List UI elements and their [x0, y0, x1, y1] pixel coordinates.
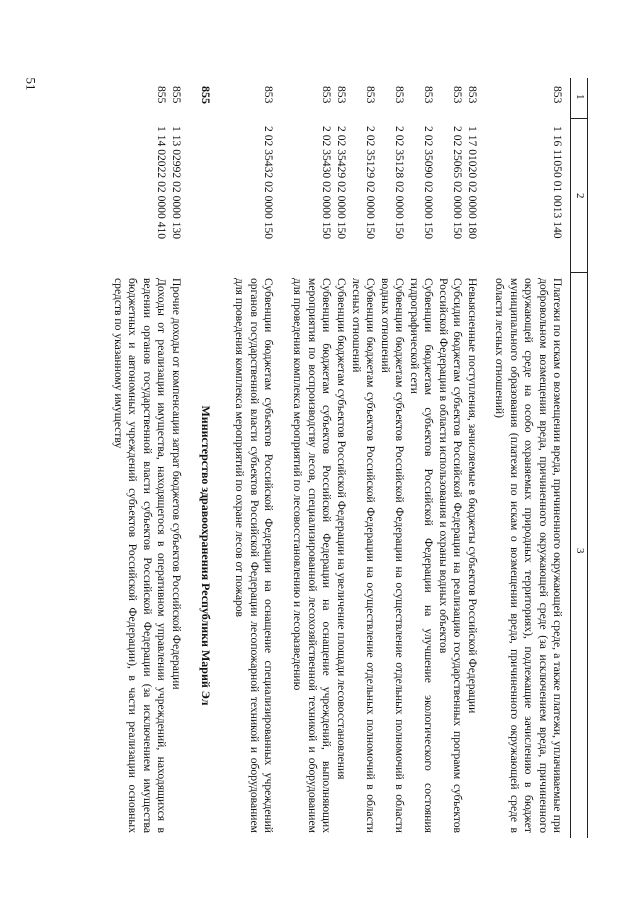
admin-code: 853 [335, 86, 348, 104]
admin-code: 853 [422, 86, 435, 104]
admin-code: 855 [155, 86, 168, 104]
page-number: 51 [23, 77, 39, 91]
description: Субвенции бюджетам субъектов Российской Федерации на оснащение учреждений, выполняющих мероприятия по воспроизводству лесов, специализированной лесохозяйственной техникой и оборудованием для проведения комплекса мероприятий по лесовосстановлению и лесоразведению [291, 278, 333, 833]
budget-code: 2 02 35090 02 0000 150 [422, 126, 435, 240]
table-header [570, 78, 588, 838]
budget-code: 2 02 35429 02 0000 150 [335, 126, 348, 240]
section-title: Министерство здравоохранения Республики Марий Эл [199, 405, 213, 706]
description: Прочие доходы от компенсации затрат бюджетов субъектов Российской Федерации [170, 278, 183, 690]
budget-code: 1 14 02022 02 0000 410 [155, 126, 168, 240]
budget-code: 1 13 02992 02 0000 130 [170, 126, 183, 240]
admin-code: 853 [551, 86, 564, 104]
description: Субвенции бюджетам субъектов Российской Федерации на оснащение специализированных учреждений органов государственной власти субъектов Российской Федерации лесопожарной техникой и оборудованием для проведения комплекса мероприятий по охране лесов от пожаров [233, 278, 275, 833]
admin-code: 853 [364, 86, 377, 104]
rotated-table [92, 78, 588, 838]
admin-code: 853 [320, 86, 333, 104]
section-code: 855 [199, 86, 213, 104]
description: Субвенции бюджетам субъектов Российской Федерации на осуществление отдельных полномочий в области лесных отношений [349, 278, 377, 833]
admin-code: 853 [393, 86, 406, 104]
budget-code: 2 02 35128 02 0000 150 [393, 126, 406, 240]
header-col-1: 1 [574, 94, 586, 100]
description: Платежи по искам о возмещении вреда, причиненного окружающей среде, а также платежи, уплачиваемые при добровольном возмещении вреда, причиненного окружающей среде (за исключением вреда, причиненного окружающей среде на особо охраняемых природных территориях), подлежащие зачислению в бюджет муниципального образования (платежи по искам о возмещении вреда, причиненного окружающей среде в области лесных отношений) [493, 278, 564, 833]
budget-code: 2 02 25065 02 0000 150 [451, 126, 464, 240]
budget-code: 1 16 11050 01 0013 140 [551, 126, 564, 239]
description: Субвенции бюджетам субъектов Российской Федерации на увеличение площади лесовосстановления [335, 278, 348, 780]
description: Доходы от реализации имущества, находящегося в оперативном управлении учреждений, находящихся в ведении органов государственной власти субъектов Российской Федерации (за исключением имущества бюджетных и автономных учреждений субъектов Российской Федерации), в части реализации основных средств по указанному имуществу [111, 278, 168, 833]
description: Субсидии бюджетам субъектов Российской Федерации на реализацию государственных программ субъектов Российской Федерации в области использования и охраны водных объектов [436, 278, 464, 833]
budget-code: 2 02 35129 02 0000 150 [364, 126, 377, 240]
admin-code: 853 [451, 86, 464, 104]
admin-code: 853 [262, 86, 275, 104]
description: Невыясненные поступления, зачисляемые в бюджеты субъектов Российской Федерации [466, 278, 479, 714]
header-col-2: 2 [574, 193, 586, 199]
admin-code: 853 [466, 86, 479, 104]
admin-code: 855 [170, 86, 183, 104]
budget-code: 1 17 01020 02 0000 180 [466, 126, 479, 240]
budget-code: 2 02 35432 02 0000 150 [262, 126, 275, 240]
header-col-3: 3 [574, 548, 586, 554]
description: Субвенции бюджетам субъектов Российской Федерации на осуществление отдельных полномочий в области водных отношений [378, 278, 406, 833]
budget-code: 2 02 35430 02 0000 150 [320, 126, 333, 240]
description: Субвенции бюджетам субъектов Российской Федерации на улучшение экологического состояния гидрографической сети [407, 278, 435, 833]
